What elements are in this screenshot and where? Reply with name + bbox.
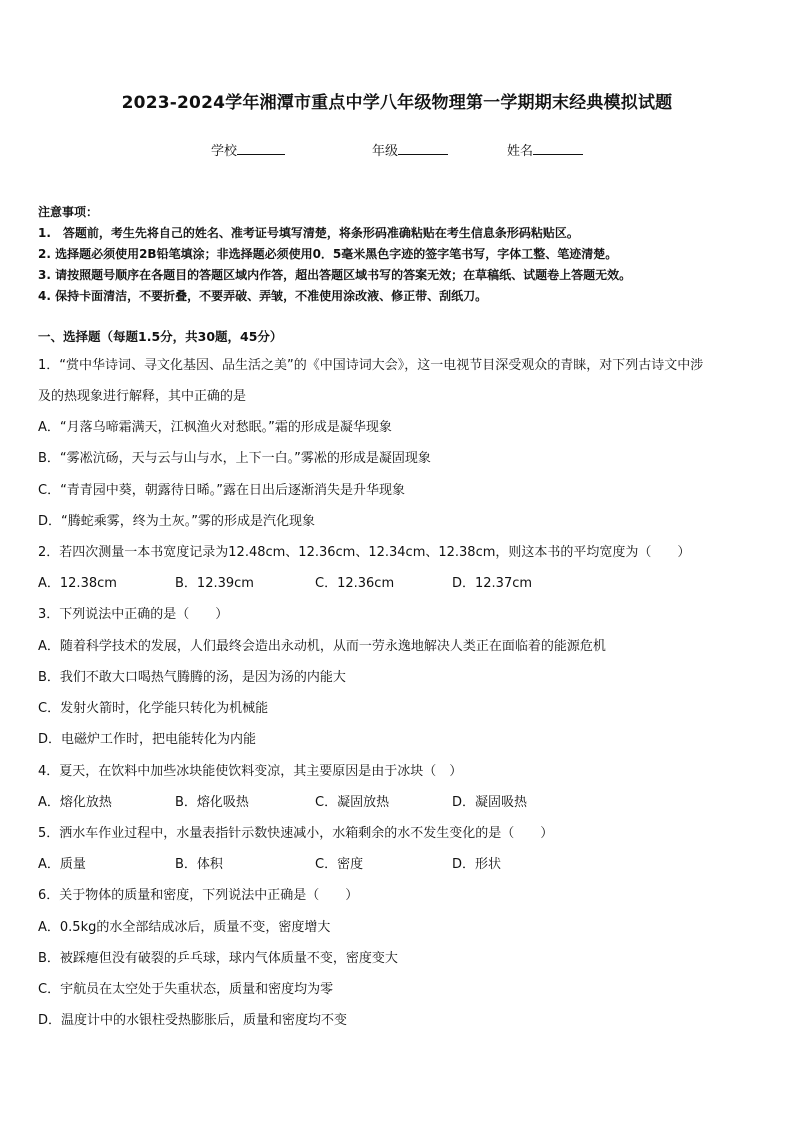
question-3-stem: 3．下列说法中正确的是（ ）	[38, 607, 229, 622]
question-1-stem-line1: 1．“赏中华诗词、寻文化基因、品生活之美”的《中国诗词大会》，这一电视节目深受观众的青睐，对下列古诗文中涉	[38, 358, 704, 373]
question-5-option-c: C．密度	[315, 857, 364, 872]
question-2-option-d: D．12.37cm	[452, 576, 533, 591]
question-3-option-c: C．发射火箭时，化学能只转化为机械能	[38, 701, 269, 716]
grade-blank[interactable]	[398, 140, 448, 155]
question-3-option-a: A．随着科学技术的发展，人们最终会造出永动机，从而一劳永逸地解决人类正在面临着的能源危机	[38, 639, 606, 654]
question-6-stem: 6．关于物体的质量和密度，下列说法中正确是（ ）	[38, 888, 359, 903]
school-field[interactable]	[211, 140, 285, 159]
question-1-option-c: C．“青青园中葵，朝露待日晞。”露在日出后逐渐消失是升华现象	[38, 483, 406, 498]
school-label: 学校	[211, 144, 238, 159]
question-2-option-c: C．12.36cm	[315, 576, 395, 591]
question-5-stem: 5．洒水车作业过程中，水量表指针示数快速减小，水箱剩余的水不发生变化的是（ ）	[38, 826, 554, 841]
question-4-option-b: B．熔化吸热	[175, 795, 249, 810]
question-1-stem-line2: 及的热现象进行解释，其中正确的是	[38, 389, 247, 404]
question-6-option-b: B．被踩瘪但没有破裂的乒乓球，球内气体质量不变，密度变大	[38, 951, 398, 966]
name-field[interactable]	[507, 140, 583, 159]
question-6-option-c: C．宇航员在太空处于失重状态，质量和密度均为零	[38, 982, 334, 997]
question-3-option-d: D．电磁炉工作时，把电能转化为内能	[38, 732, 257, 747]
question-1-option-a: A．“月落乌啼霜满天，江枫渔火对愁眠。”霜的形成是凝华现象	[38, 420, 392, 435]
notice-item: 2. 选择题必须使用2B铅笔填涂；非选择题必须使用0．5毫米黑色字迹的签字笔书写，字体工整、笔迹清楚。	[38, 247, 618, 261]
name-blank[interactable]	[533, 140, 583, 155]
school-blank[interactable]	[237, 140, 285, 155]
page-title: 2023-2024学年湘潭市重点中学八年级物理第一学期期末经典模拟试题	[121, 93, 673, 113]
notice-item: 3. 请按照题号顺序在各题目的答题区域内作答，超出答题区域书写的答案无效；在草稿纸、试题卷上答题无效。	[38, 268, 632, 282]
question-4-stem: 4．夏天，在饮料中加些冰块能使饮料变凉，其主要原因是由于冰块（ ）	[38, 764, 463, 779]
name-label: 姓名	[507, 144, 534, 159]
question-2-stem: 2．若四次测量一本书宽度记录为12.48cm、12.36cm、12.34cm、12.38cm，则这本书的平均宽度为（ ）	[38, 545, 691, 560]
student-info-row	[0, 140, 794, 160]
notice-item: 4. 保持卡面清洁，不要折叠，不要弄破、弄皱，不准使用涂改液、修正带、刮纸刀。	[38, 289, 488, 303]
question-5-option-b: B．体积	[175, 857, 223, 872]
question-1-option-b: B．“雾凇沆砀，天与云与山与水，上下一白。”雾凇的形成是凝固现象	[38, 451, 431, 466]
question-2-option-a: A．12.38cm	[38, 576, 117, 591]
question-4-option-a: A．熔化放热	[38, 795, 112, 810]
question-4-option-c: C．凝固放热	[315, 795, 390, 810]
question-6-option-a: A．0.5kg的水全部结成冰后，质量不变，密度增大	[38, 920, 331, 935]
question-6-option-d: D．温度计中的水银柱受热膨胀后，质量和密度均不变	[38, 1013, 348, 1028]
notice-item: 1. 答题前，考生先将自己的姓名、准考证号填写清楚，将条形码准确粘贴在考生信息条形码粘贴区。	[38, 226, 579, 240]
question-5-option-d: D．形状	[452, 857, 502, 872]
notice-heading: 注意事项：	[38, 205, 99, 219]
section-heading: 一、选择题（每题1.5分，共30题，45分）	[38, 329, 283, 344]
question-2-option-b: B．12.39cm	[175, 576, 254, 591]
question-5-option-a: A．质量	[38, 857, 86, 872]
question-4-option-d: D．凝固吸热	[452, 795, 528, 810]
grade-field[interactable]	[372, 140, 448, 159]
grade-label: 年级	[372, 144, 399, 159]
notice-block	[38, 202, 768, 307]
question-1-option-d: D．“腾蛇乘雾，终为土灰。”雾的形成是汽化现象	[38, 514, 315, 529]
question-3-option-b: B．我们不敢大口喝热气腾腾的汤，是因为汤的内能大	[38, 670, 346, 685]
